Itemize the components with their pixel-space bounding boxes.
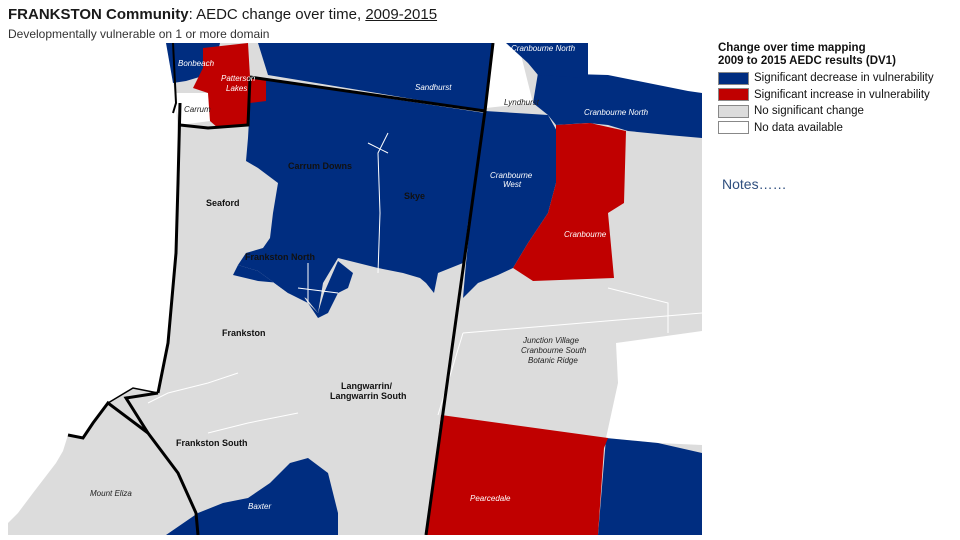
map-panel[interactable]: [8, 43, 702, 535]
label-pearcedale: Pearcedale: [470, 494, 511, 503]
label-skye: Skye: [404, 191, 426, 201]
legend-swatch-nochange: [718, 105, 749, 118]
label-junction-1: Junction Village: [523, 336, 579, 345]
label-frankston-south: Frankston South: [176, 438, 248, 448]
title-years: 2009-2015: [365, 6, 438, 23]
legend-item: [718, 120, 954, 137]
legend-swatch-nodata: [718, 121, 749, 134]
label-sandhurst: Sandhurst: [415, 83, 452, 92]
title-community: FRANKSTON Community: [8, 6, 189, 23]
legend-label-nochange: No significant change: [754, 105, 864, 118]
region-southeast[interactable]: [598, 438, 702, 535]
legend-label-nodata: No data available: [754, 121, 843, 134]
legend-item: [718, 70, 954, 87]
legend-title-line2: 2009 to 2015 AEDC results (DV1): [718, 55, 896, 67]
label-mount-eliza: Mount Eliza: [90, 489, 132, 498]
label-junction-2: Cranbourne South: [521, 346, 587, 355]
label-junction-3: Botanic Ridge: [528, 356, 578, 365]
label-langwarrin-1: Langwarrin/: [341, 381, 393, 391]
label-seaford: Seaford: [206, 198, 240, 208]
map-legend: [718, 42, 954, 136]
page-subtitle: Developmentally vulnerable on 1 or more domain: [8, 27, 270, 41]
notes-text: Notes……: [722, 176, 787, 192]
legend-item: [718, 103, 954, 120]
title-separator: :: [188, 6, 197, 23]
label-cranbourne-north: Cranbourne North: [584, 108, 649, 117]
legend-label-increase: Significant increase in vulnerability: [754, 88, 930, 101]
page-title: [8, 6, 437, 23]
label-frankston-north: Frankston North: [245, 252, 316, 262]
label-cranbourne-west-2: West: [503, 180, 522, 189]
label-langwarrin-2: Langwarrin South: [330, 391, 407, 401]
label-cranbourne: Cranbourne: [564, 230, 607, 239]
label-bonbeach: Bonbeach: [178, 59, 215, 68]
legend-swatch-increase: [718, 88, 749, 101]
map-svg: [8, 43, 702, 535]
legend-swatch-decrease: [718, 72, 749, 85]
label-cranbourne-west-1: Cranbourne: [490, 171, 533, 180]
title-description: AEDC change over time,: [196, 6, 366, 23]
label-baxter: Baxter: [248, 502, 272, 511]
label-carrum-downs: Carrum Downs: [288, 161, 353, 171]
label-top-north: Cranbourne North: [511, 44, 576, 53]
legend-label-decrease: Significant decrease in vulnerability: [754, 72, 934, 85]
nodata-east: [606, 331, 702, 445]
label-patterson-lakes-1: Patterson: [221, 74, 256, 83]
label-lyndhurst: Lyndhurst: [504, 98, 539, 107]
legend-title-line1: Change over time mapping: [718, 42, 866, 54]
label-patterson-lakes-2: Lakes: [226, 84, 248, 93]
label-carrum: Carrum: [184, 105, 211, 114]
legend-item: [718, 87, 954, 104]
label-frankston: Frankston: [222, 328, 266, 338]
